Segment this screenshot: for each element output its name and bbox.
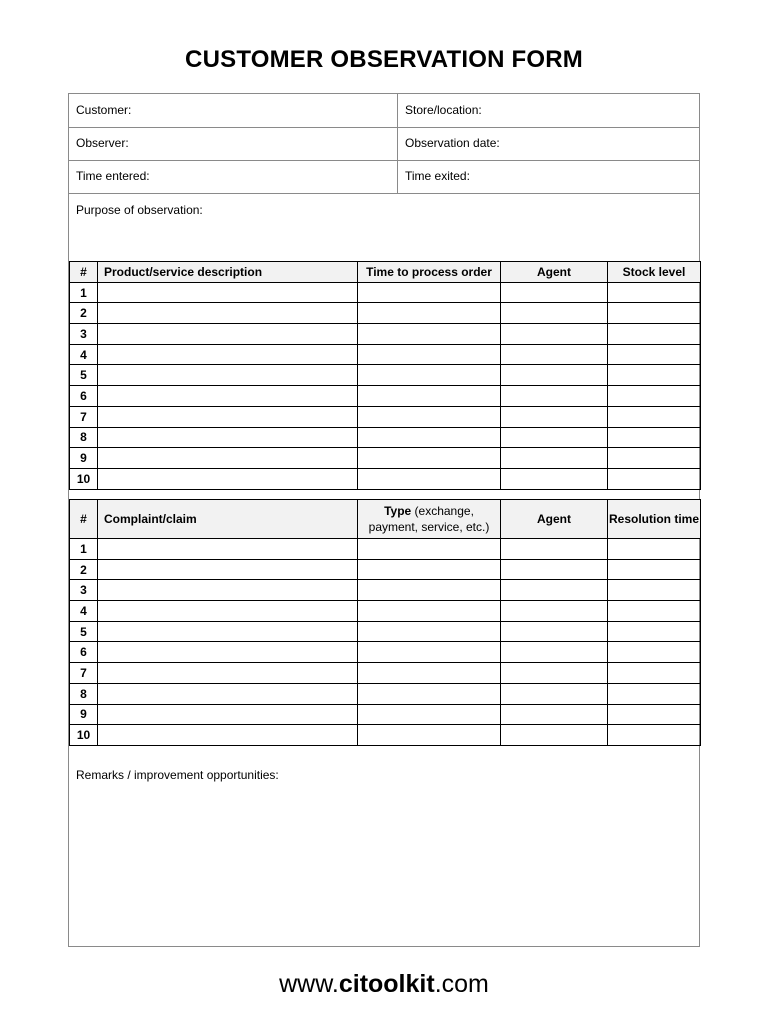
empty-cell[interactable] xyxy=(608,344,701,365)
empty-cell[interactable] xyxy=(608,683,701,704)
header-product-description: Product/service description xyxy=(98,262,358,283)
product-service-table xyxy=(69,261,701,490)
empty-cell[interactable] xyxy=(358,303,501,324)
empty-cell[interactable] xyxy=(608,704,701,725)
empty-cell[interactable] xyxy=(98,468,358,489)
empty-cell[interactable] xyxy=(358,580,501,601)
empty-cell[interactable] xyxy=(501,704,608,725)
empty-cell[interactable] xyxy=(608,559,701,580)
table-row xyxy=(70,365,701,386)
remarks-section: Remarks / improvement opportunities: xyxy=(76,768,279,782)
empty-cell[interactable] xyxy=(501,406,608,427)
table-row xyxy=(70,386,701,407)
empty-cell[interactable] xyxy=(98,406,358,427)
empty-cell[interactable] xyxy=(358,683,501,704)
empty-cell[interactable] xyxy=(501,601,608,622)
customer-label: Customer: xyxy=(69,94,398,127)
footer-url xyxy=(0,970,768,999)
header-resolution-time: Resolution time xyxy=(608,500,701,539)
empty-cell[interactable] xyxy=(501,559,608,580)
empty-cell[interactable] xyxy=(501,386,608,407)
row-number: 9 xyxy=(70,704,98,725)
header-number: # xyxy=(70,262,98,283)
observation-form xyxy=(68,93,700,947)
empty-cell[interactable] xyxy=(501,303,608,324)
header-number: # xyxy=(70,500,98,539)
empty-cell[interactable] xyxy=(358,427,501,448)
empty-cell[interactable] xyxy=(358,386,501,407)
empty-cell[interactable] xyxy=(98,303,358,324)
empty-cell[interactable] xyxy=(358,448,501,469)
empty-cell[interactable] xyxy=(358,324,501,345)
empty-cell[interactable] xyxy=(501,580,608,601)
table-row xyxy=(70,663,701,684)
table-row xyxy=(70,580,701,601)
footer-brand: citoolkit xyxy=(338,970,435,998)
row-number: 6 xyxy=(70,386,98,407)
footer-prefix: www. xyxy=(279,970,339,998)
empty-cell[interactable] xyxy=(98,559,358,580)
observer-label: Observer: xyxy=(69,127,398,160)
empty-cell[interactable] xyxy=(358,365,501,386)
complaint-claim-table xyxy=(69,499,701,746)
table-row xyxy=(70,303,701,324)
row-number: 8 xyxy=(70,683,98,704)
table-header-row xyxy=(70,500,701,539)
row-number: 4 xyxy=(70,344,98,365)
info-row-observer xyxy=(69,127,699,161)
empty-cell[interactable] xyxy=(98,324,358,345)
table-row xyxy=(70,324,701,345)
empty-cell[interactable] xyxy=(501,344,608,365)
purpose-of-observation: Purpose of observation: xyxy=(76,203,203,217)
info-row-customer xyxy=(69,94,699,128)
empty-cell[interactable] xyxy=(501,642,608,663)
empty-cell[interactable] xyxy=(608,406,701,427)
observation-date-label: Observation date: xyxy=(405,136,500,150)
empty-cell[interactable] xyxy=(358,601,501,622)
empty-cell[interactable] xyxy=(358,663,501,684)
empty-cell[interactable] xyxy=(501,468,608,489)
row-number: 6 xyxy=(70,642,98,663)
time-entered-label: Time entered: xyxy=(69,160,398,193)
empty-cell[interactable] xyxy=(608,642,701,663)
empty-cell[interactable] xyxy=(501,725,608,746)
row-number: 7 xyxy=(70,663,98,684)
empty-cell[interactable] xyxy=(98,386,358,407)
type-examples: (exchange, payment, service, etc.) xyxy=(368,504,490,534)
table-row xyxy=(70,725,701,746)
table-row xyxy=(70,601,701,622)
empty-cell[interactable] xyxy=(358,621,501,642)
table-row xyxy=(70,468,701,489)
empty-cell[interactable] xyxy=(98,282,358,303)
empty-cell[interactable] xyxy=(501,683,608,704)
empty-cell[interactable] xyxy=(501,282,608,303)
empty-cell[interactable] xyxy=(608,601,701,622)
row-number: 10 xyxy=(70,468,98,489)
empty-cell[interactable] xyxy=(608,365,701,386)
empty-cell[interactable] xyxy=(98,539,358,560)
type-label: Type xyxy=(384,504,412,518)
row-number: 5 xyxy=(70,621,98,642)
empty-cell[interactable] xyxy=(608,303,701,324)
table-row xyxy=(70,559,701,580)
table-row xyxy=(70,282,701,303)
empty-cell[interactable] xyxy=(98,621,358,642)
empty-cell[interactable] xyxy=(608,580,701,601)
empty-cell[interactable] xyxy=(98,683,358,704)
empty-cell[interactable] xyxy=(608,427,701,448)
header-agent: Agent xyxy=(501,262,608,283)
table-row xyxy=(70,621,701,642)
empty-cell[interactable] xyxy=(501,427,608,448)
store-location-label: Store/location: xyxy=(405,103,482,117)
empty-cell[interactable] xyxy=(98,448,358,469)
empty-cell[interactable] xyxy=(358,704,501,725)
empty-cell[interactable] xyxy=(608,663,701,684)
empty-cell[interactable] xyxy=(501,448,608,469)
table-row xyxy=(70,642,701,663)
row-number: 10 xyxy=(70,725,98,746)
empty-cell[interactable] xyxy=(501,663,608,684)
table-row xyxy=(70,427,701,448)
page-title: CUSTOMER OBSERVATION FORM xyxy=(185,46,583,73)
time-exited-label: Time exited: xyxy=(405,169,470,183)
table-row xyxy=(70,683,701,704)
row-number: 5 xyxy=(70,365,98,386)
empty-cell[interactable] xyxy=(608,386,701,407)
empty-cell[interactable] xyxy=(501,621,608,642)
empty-cell[interactable] xyxy=(358,642,501,663)
empty-cell[interactable] xyxy=(608,468,701,489)
table-row xyxy=(70,539,701,560)
row-number: 9 xyxy=(70,448,98,469)
empty-cell[interactable] xyxy=(358,725,501,746)
empty-cell[interactable] xyxy=(608,539,701,560)
empty-cell[interactable] xyxy=(608,282,701,303)
empty-cell[interactable] xyxy=(358,282,501,303)
row-number: 1 xyxy=(70,282,98,303)
table-row xyxy=(70,344,701,365)
empty-cell[interactable] xyxy=(98,427,358,448)
empty-cell[interactable] xyxy=(608,725,701,746)
row-number: 1 xyxy=(70,539,98,560)
empty-cell[interactable] xyxy=(358,559,501,580)
empty-cell[interactable] xyxy=(358,344,501,365)
table-row xyxy=(70,448,701,469)
row-number: 3 xyxy=(70,580,98,601)
header-type xyxy=(358,500,501,539)
info-row-time xyxy=(69,160,699,194)
empty-cell[interactable] xyxy=(501,365,608,386)
row-number: 2 xyxy=(70,559,98,580)
table-row xyxy=(70,704,701,725)
empty-cell[interactable] xyxy=(98,704,358,725)
row-number: 8 xyxy=(70,427,98,448)
empty-cell[interactable] xyxy=(501,324,608,345)
empty-cell[interactable] xyxy=(608,324,701,345)
empty-cell[interactable] xyxy=(98,725,358,746)
header-time-to-process: Time to process order xyxy=(358,262,501,283)
empty-cell[interactable] xyxy=(358,406,501,427)
table-row xyxy=(70,406,701,427)
header-complaint-claim: Complaint/claim xyxy=(98,500,358,539)
row-number: 7 xyxy=(70,406,98,427)
empty-cell[interactable] xyxy=(358,468,501,489)
empty-cell[interactable] xyxy=(98,580,358,601)
empty-cell[interactable] xyxy=(98,601,358,622)
header-agent: Agent xyxy=(501,500,608,539)
footer-suffix: .com xyxy=(434,970,489,998)
empty-cell[interactable] xyxy=(98,365,358,386)
empty-cell[interactable] xyxy=(501,539,608,560)
table-header-row xyxy=(70,262,701,283)
row-number: 4 xyxy=(70,601,98,622)
empty-cell[interactable] xyxy=(608,621,701,642)
header-stock-level: Stock level xyxy=(608,262,701,283)
row-number: 2 xyxy=(70,303,98,324)
empty-cell[interactable] xyxy=(98,642,358,663)
empty-cell[interactable] xyxy=(98,344,358,365)
empty-cell[interactable] xyxy=(98,663,358,684)
empty-cell[interactable] xyxy=(358,539,501,560)
row-number: 3 xyxy=(70,324,98,345)
empty-cell[interactable] xyxy=(608,448,701,469)
